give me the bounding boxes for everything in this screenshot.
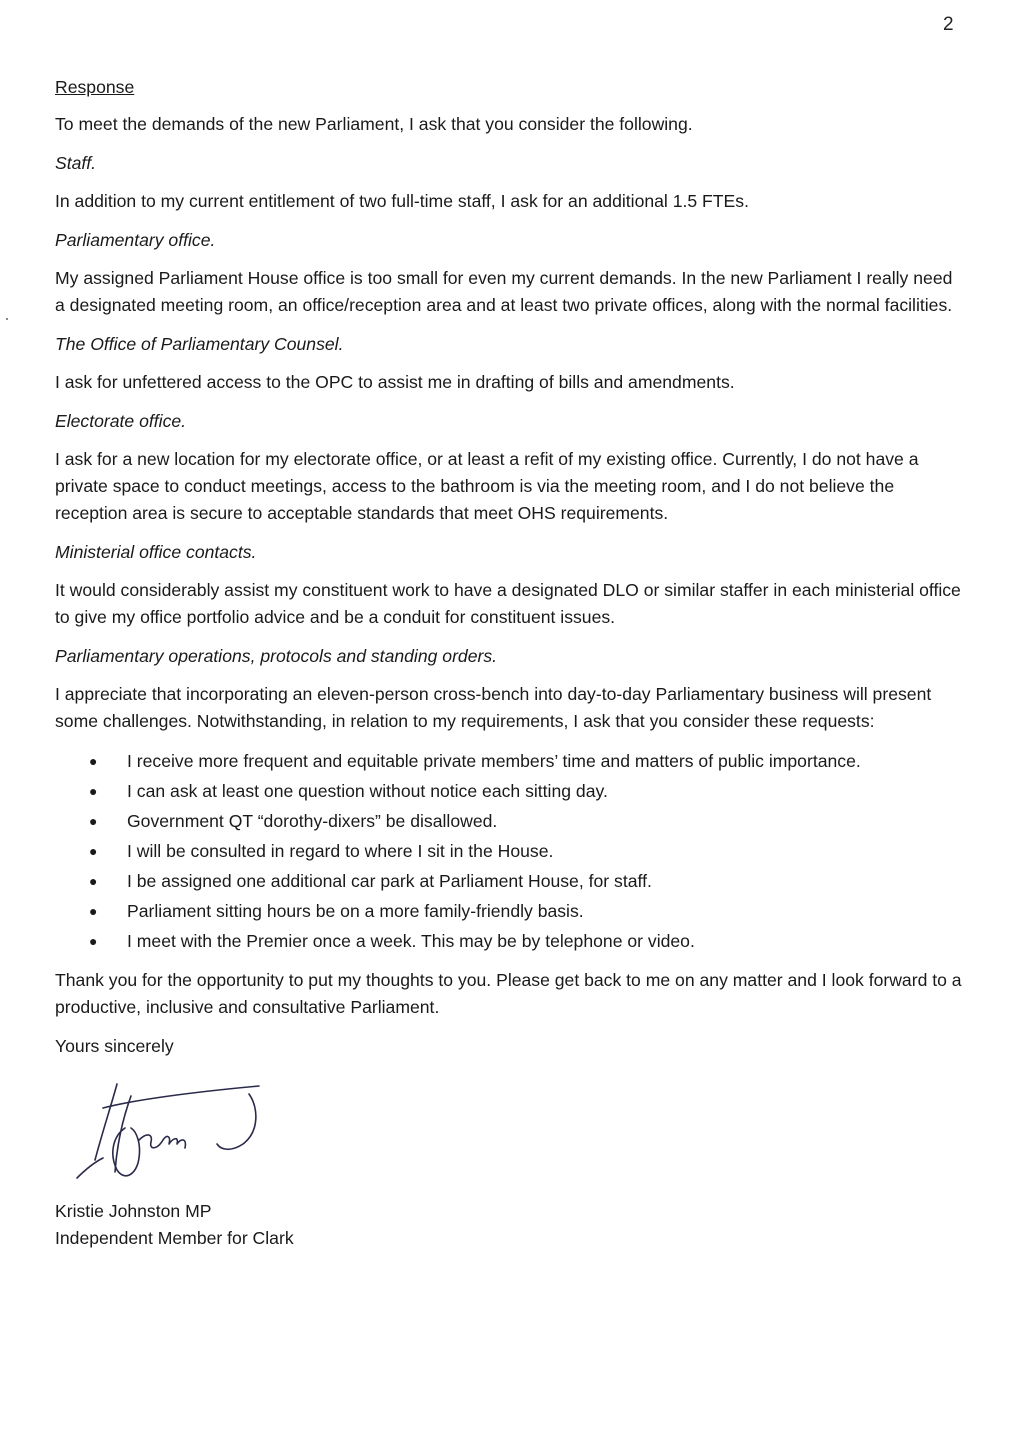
section-body-staff: In addition to my current entitlement of two full-time staff, I ask for an additional 1.5 FTEs. [55,191,749,211]
list-item [55,747,965,775]
letter-body [55,74,965,1252]
section-title-staff: Staff. [55,153,97,173]
bullet-icon: ● [89,873,98,889]
list-item-text: Parliament sitting hours be on a more family-friendly basis. [127,901,584,921]
list-item-text: I can ask at least one question without notice each sitting day. [127,781,608,801]
list-item [55,837,965,865]
section-title-parliamentary-operations: Parliamentary operations, protocols and standing orders. [55,646,498,666]
section-title-ministerial-contacts: Ministerial office contacts. [55,542,257,562]
bullet-icon: ● [89,903,98,919]
list-item-text: I be assigned one additional car park at Parliament House, for staff. [127,871,652,891]
scan-mark [6,318,8,320]
list-item [55,867,965,895]
requests-list [55,747,965,955]
section-body-electorate-office: I ask for a new location for my electorate office, or at least a refit of my existing office. Currently, I do not have a private space to conduct meetings, access to the bathroom is via the meeting room, and I do not believe the reception area is secure to acceptable standards that meet OHS requirements. [55,449,919,523]
closing-paragraph: Thank you for the opportunity to put my thoughts to you. Please get back to me on any matter and I look forward to a productive, inclusive and consultative Parliament. [55,970,962,1017]
section-title-electorate-office: Electorate office. [55,411,187,431]
section-title-opc: The Office of Parliamentary Counsel. [55,334,344,354]
signatory-role: Independent Member for Clark [55,1228,294,1248]
list-item-text: I receive more frequent and equitable private members’ time and matters of public importance. [127,751,861,771]
list-item [55,897,965,925]
intro-paragraph: To meet the demands of the new Parliament, I ask that you consider the following. [55,114,693,134]
list-item [55,927,965,955]
list-item [55,777,965,805]
section-body-parliamentary-operations: I appreciate that incorporating an eleven-person cross-bench into day-to-day Parliamentary business will present some challenges. Notwithstanding, in relation to my requirements, I ask that you consider these requests: [55,684,932,731]
bullet-icon: ● [89,813,98,829]
signoff-block [55,1198,965,1252]
bullet-icon: ● [89,933,98,949]
list-item-text: I will be consulted in regard to where I sit in the House. [127,841,554,861]
section-body-ministerial-contacts: It would considerably assist my constituent work to have a designated DLO or similar staffer in each ministerial office to give my office portfolio advice and be a conduit for constituent issues. [55,580,961,627]
list-item-text: I meet with the Premier once a week. This may be by telephone or video. [127,931,695,951]
section-body-parliamentary-office: My assigned Parliament House office is too small for even my current demands. In the new Parliament I really need a designated meeting room, an office/reception area and at least two private offices, along with the normal facilities. [55,268,953,315]
signatory-name: Kristie Johnston MP [55,1201,212,1221]
response-heading: Response [55,77,135,97]
section-title-parliamentary-office: Parliamentary office. [55,230,216,250]
signature-icon [73,1078,273,1188]
valediction: Yours sincerely [55,1036,174,1056]
section-body-opc: I ask for unfettered access to the OPC to assist me in drafting of bills and amendments. [55,372,735,392]
bullet-icon: ● [89,843,98,859]
bullet-icon: ● [89,753,98,769]
page-number: 2 [943,14,954,35]
list-item-text: Government QT “dorothy-dixers” be disallowed. [127,811,498,831]
bullet-icon: ● [89,783,98,799]
list-item [55,807,965,835]
